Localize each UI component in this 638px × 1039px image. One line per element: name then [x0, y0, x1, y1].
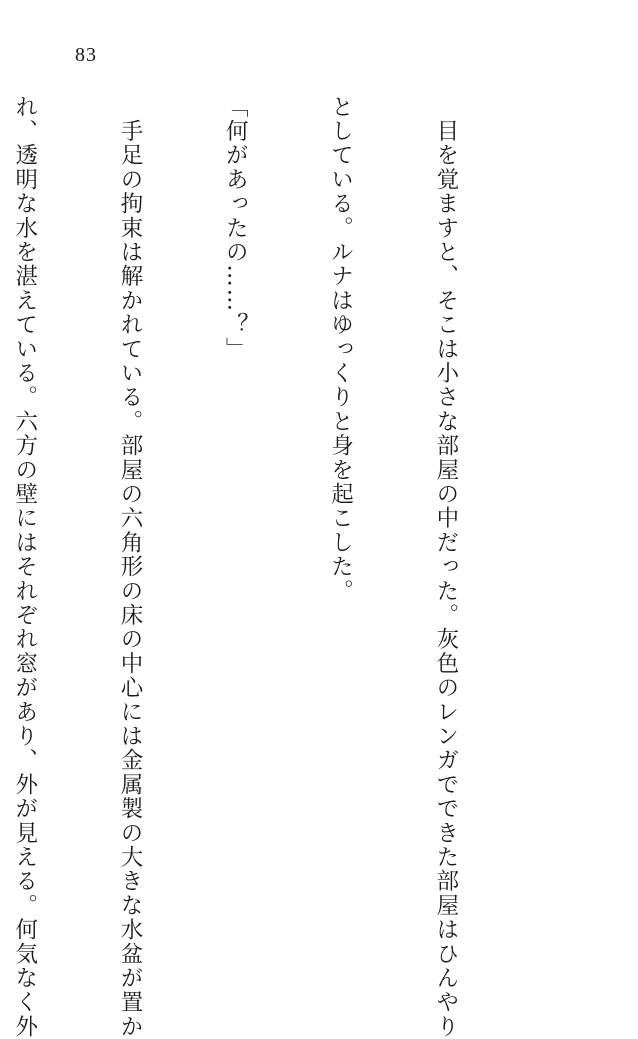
text-line: 目を覚ますと、そこは小さな部屋の中だった。灰色のレンガでできた部屋はひんやり	[432, 95, 459, 1039]
page-number: 83	[75, 44, 97, 66]
text-line: 「何があったの……？」	[222, 95, 249, 362]
text-line: れ、透明な水を湛えている。六方の壁にはそれぞれ窓があり、外が見える。何気なく外	[11, 95, 38, 1039]
body-text	[0, 95, 533, 1039]
text-line: としている。ルナはゆっくりと身を起こした。	[327, 95, 354, 604]
text-line: 手足の拘束は解かれている。部屋の六角形の床の中心には金属製の大きな水盆が置か	[116, 95, 143, 1039]
